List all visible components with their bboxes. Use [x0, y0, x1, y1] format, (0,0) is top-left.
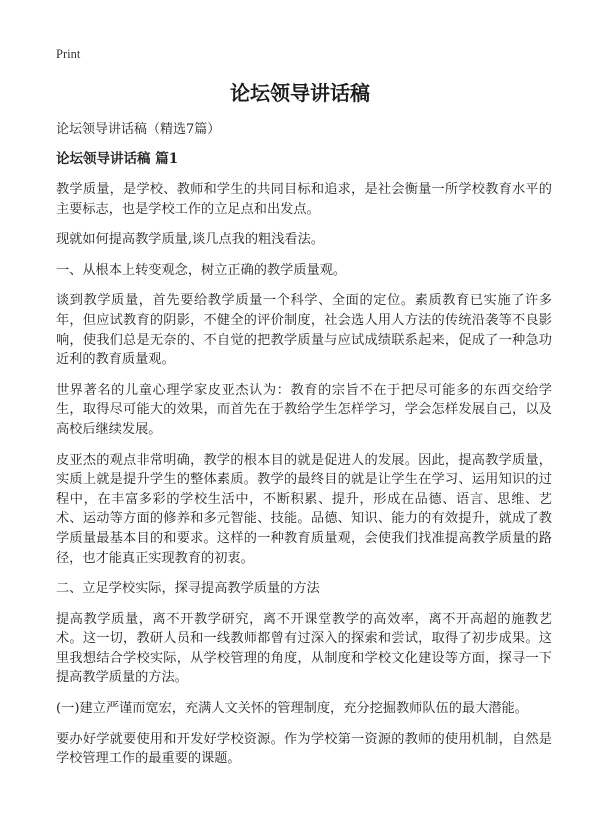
print-link[interactable]: Print [56, 47, 81, 61]
paragraph: 现就如何提高教学质量,谈几点我的粗浅看法。 [56, 232, 324, 248]
paragraph: 二、立足学校实际，探寻提高教学质量的方法 [56, 581, 320, 597]
paragraph: 提高教学质量，离不开教学研究，离不开课堂教学的高效率，离不开高超的施教艺术。这一切，教研人员和一线教师都曾有过深入的探索和尝试，取得了初步成果。这里我想结合学校实际，从学校管理的角度，从制度和学校文化建设等方面，探寻一下提高教学质量的方法。 [56, 611, 552, 686]
paragraph: 教学质量，是学校、教师和学生的共同目标和追求，是社会衡量一所学校教育水平的主要标志，也是学校工作的立足点和出发点。 [56, 182, 552, 217]
section-heading: 论坛领导讲话稿 篇1 [56, 151, 179, 167]
paragraph: (一)建立严谨而宽宏，充满人文关怀的管理制度，充分挖掘教师队伍的最大潜能。 [56, 701, 528, 717]
document-subtitle: 论坛领导讲话稿（精选7篇） [56, 122, 221, 137]
paragraph: 谈到教学质量，首先要给教学质量一个科学、全面的定位。素质教育已实施了许多年，但应试教育的阴影，不健全的评价制度，社会选人用人方法的传统沿袭等不良影响，使我们总是无奈的、不自觉的把教学质量与应试成绩联系起来，促成了一种急功近利的教育质量观。 [56, 293, 552, 368]
article-body [56, 180, 552, 780]
paragraph: 世界著名的儿童心理学家皮亚杰认为：教育的宗旨不在于把尽可能多的东西交给学生，取得尽可能大的效果，而首先在于教给学生怎样学习，学会怎样发展自己，以及高校后继续发展。 [56, 382, 552, 437]
paragraph: 一、从根本上转变观念，树立正确的教学质量观。 [56, 262, 347, 278]
paragraph: 皮亚杰的观点非常明确，教学的根本目的就是促进人的发展。因此，提高教学质量，实质上就是提升学生的整体素质。教学的最终目的就是让学生在学习、运用知识的过程中，在丰富多彩的学校生活中，不断积累、提升，形成在品德、语言、思维、艺术、运动等方面的修养和多元智能、技能。品德、知识、能力的有效提升，就成了教学质量最基本目的和要求。这样的一种教育质量观，会使我们找准提高教学质量的路径，也才能真正实现教育的初衷。 [56, 452, 552, 566]
paragraph: 要办好学就要使用和开发好学校资源。作为学校第一资源的教师的使用机制，自然是学校管理工作的最重要的课题。 [56, 731, 552, 767]
document-title: 论坛领导讲话稿 [230, 81, 370, 105]
